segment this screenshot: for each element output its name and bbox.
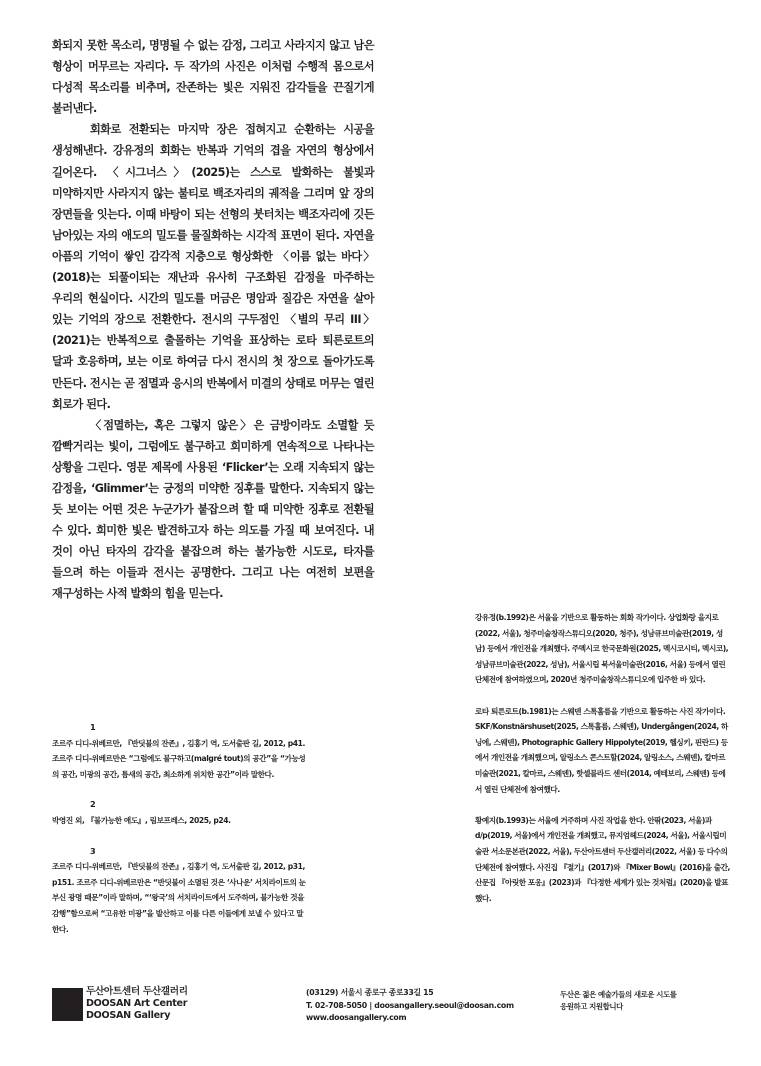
sponsor-slogan — [560, 989, 677, 1014]
footnote-text: 조르주 디디-위베르만, 『반딧불의 잔존』, 김홍기 역, 도서출판 길, 2012, p41. 조르주 디디-위베르만은 “그럼에도 불구하고(malgré tout)의 공간”을 “가능성의 공간, 미광의 공간, 틈새의 공간, 최소하게 위치한 공간”이라 말한다. — [52, 738, 306, 779]
bio-kang-yujeong: 강유정(b.1992)은 서울을 기반으로 활동하는 회화 작가이다. 상업화랑 을지로(2022, 서울), 청주미술창작스튜디오(2020, 청주), 성남큐브미술관(2019, 성남) 등에서 개인전을 개최했다. 주멕시코 한국문화원(2025, 멕시코시티, 멕시코), 성남큐브미술관(2022, 성남), 서울시립 북서울미술관(2016, 서울) 등에서 열린 단체전에 참여하였으며, 2020년 청주미술창작스튜디오에 입주한 바 있다. — [475, 613, 729, 685]
footnote-3 — [52, 844, 307, 938]
phone-email: T. 02-708-5050 | doosangallery.seoul@doosan.com — [306, 1000, 514, 1010]
essay-paragraph-1: 화되지 못한 목소리, 명명될 수 없는 감정, 그리고 사라지지 않고 남은 형상이 머무르는 자리다. 두 작가의 사진은 이처럼 수행적 몸으로서 다성적 목소리를 비추며, 잔존하는 빛은 지워진 감각들을 끈질기게 불러낸다. — [52, 39, 374, 116]
page-footer — [0, 986, 761, 1036]
artist-bios — [475, 610, 730, 922]
website-link[interactable]: www.doosangallery.com — [306, 1013, 407, 1023]
logo-wordmark — [86, 986, 188, 1022]
footnote-number: 1 — [90, 722, 96, 732]
slogan-line-1: 두산은 젊은 예술가들의 새로운 시도를 — [560, 990, 677, 999]
footnote-number: 2 — [90, 799, 96, 810]
footnote-1 — [52, 720, 307, 782]
essay-paragraph-2: 회화로 전환되는 마지막 장은 접혀지고 순환하는 시공을 생성해낸다. 강유정의 회화는 반복과 기억의 겹을 자연의 형상에서 길어온다. 〈시그너스〉(2025)는 스스로 발화하는 불빛과 미약하지만 사라지지 않는 불티로 백조자리의 궤적을 그리며 앞 장의 장면들을 잇는다. 이때 바탕이 되는 선형의 붓터치는 백조자리에 깃든 남아있는 자의 애도의 밀도를 물질화하는 시각적 표면이 된다. 자연을 아픔의 기억이 쌓인 감각적 지층으로 형상화한 〈이름 없는 바다〉(2018)는 되풀이되는 재난과 유사히 구조화된 감정을 마주하는 우리의 현실이다. 시간의 밀도를 머금은 명암과 질감은 자연을 살아 있는 기억의 장으로 전환한다. 전시의 구두점인 〈별의 무리 III〉(2021)는 반복적으로 출몰하는 기억을 표상하는 로타 퇴른로트의 달과 호응하며, 보는 이로 하여금 다시 전시의 첫 장으로 돌아가도록 만든다. 전시는 곧 점멸과 응시의 반복에서 미결의 상태로 머무는 열린 회로가 된다. — [52, 123, 374, 411]
logo-line-gallery: DOOSAN Gallery — [86, 1010, 171, 1021]
footnote-2 — [52, 797, 307, 828]
logo-line-art-center: DOOSAN Art Center — [86, 998, 188, 1009]
bio-hwang-yeji: 황예지(b.1993)는 서울에 거주하며 사진 작업을 한다. 안팎(2023, 서울)과 d/p(2019, 서울)에서 개인전을 개최했고, 뮤지엄헤드(2024, 서울), 서울시립미술관 서소문본관(2022, 서울), 두산아트센터 두산갤러리(2022, 서울) 등 다수의 단체전에 참여했다. 사진집 『절기』(2017)와 『Mixer Bowl』(2016)을 출간, 산문집 『아릿한 포옹』(2023)과 『다정한 세계가 있는 것처럼』(2020)을 발표했다. — [475, 815, 730, 903]
footnote-text: 조르주 디디-위베르만, 『반딧불의 잔존』, 김홍기 역, 도서출판 길, 2012, p31, p151. 조르주 디디-위베르만은 “반딧불이 소멸된 것은 ‘사나운’ 서치라이트의 눈부신 광명 때문”이라 말하며, “‘왕국’의 서치라이트에서 도주하며, 불가능한 것을 감행”함으로써 “고유한 미광”을 발산하고 이를 다른 이들에게 보낼 수 있다고 말한다. — [52, 862, 306, 934]
essay-body — [52, 35, 374, 605]
address: (03129) 서울시 종로구 종로33길 15 — [306, 988, 434, 997]
footnote-number: 3 — [90, 845, 96, 856]
essay-paragraph-3: 〈점멸하는, 혹은 그렇지 않은〉은 금방이라도 소멸할 듯 깜빡거리는 빛이, 그럼에도 불구하고 희미하게 연속적으로 나타나는 상황을 그린다. 영문 제목에 사용된 ‘Flicker’는 오래 지속되지 않는 감정을, ‘Glimmer’는 긍정의 미약한 징후를 말한다. 지속되지 않는 듯 보이는 어떤 것은 누군가가 붙잡으려 할 때 미약한 징후로 전환될 수 있다. 희미한 빛은 발견하고자 하는 의도를 가질 때 보여진다. 내 것이 아닌 타자의 감각을 붙잡으려 하는 불가능한 시도로, 타자를 들으려 하는 이들과 전시는 공명한다. 그리고 나는 여전히 보편을 재구성하는 사적 발화의 힘을 믿는다. — [52, 418, 374, 601]
contact-info — [306, 987, 514, 1025]
doosan-logo-mark-icon — [52, 988, 83, 1021]
bio-lotta-torneroth: 로타 퇴른로트(b.1981)는 스웨덴 스톡홀름을 기반으로 활동하는 사진 작가이다. SKF/Konstnärshuset(2025, 스톡홀름, 스웨덴), Undergången(2024, 하닝에, 스웨덴), Photographic Gallery Hippolyte(2019, 헬싱키, 핀란드) 등에서 개인전을 개최했으며, 알링소스 콘스트할(2024, 알링소스, 스웨덴), 칼마르 미술관(2021, 칼마르, 스웨덴), 핫셀블라드 센터(2014, 예테보리, 스웨덴) 등에서 열린 단체전에 참여했다. — [475, 706, 728, 794]
footnotes — [52, 720, 307, 952]
slogan-line-2: 응원하고 지원합니다 — [560, 1002, 623, 1012]
footnote-text: 박영진 외, 『불가능한 애도』, 림보프레스, 2025, p24. — [52, 815, 231, 825]
logo-line-korean: 두산아트센터 두산갤러리 — [86, 986, 188, 997]
